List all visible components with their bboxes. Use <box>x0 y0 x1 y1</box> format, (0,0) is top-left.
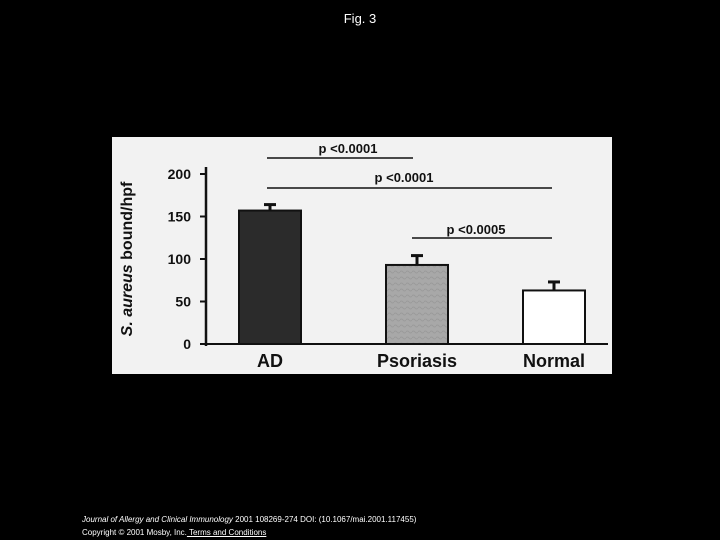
citation <box>82 513 416 539</box>
y-axis-label <box>119 181 136 336</box>
citation-line-1 <box>82 513 416 526</box>
significance-label: p <0.0001 <box>318 141 378 156</box>
citation-details: 2001 108269-274 DOI: (10.1067/mai.2001.117455) <box>232 515 417 524</box>
x-tick-label: AD <box>257 351 283 371</box>
y-tick-label: 100 <box>167 251 191 267</box>
y-tick-label: 0 <box>183 336 191 352</box>
bar-ad <box>239 211 301 344</box>
terms-and-conditions-link[interactable]: Terms and Conditions <box>186 528 267 537</box>
copyright-text: Copyright © 2001 Mosby, Inc. <box>82 528 187 537</box>
significance-label: p <0.0005 <box>446 222 506 237</box>
x-tick-label: Psoriasis <box>376 351 458 371</box>
journal-name: Journal of Allergy and Clinical Immunology <box>82 515 233 524</box>
bar-normal <box>523 290 585 344</box>
bar-psoriasis <box>386 265 448 344</box>
y-axis-label-italic: S. aureus <box>119 264 136 337</box>
bar-chart <box>112 137 612 374</box>
significance-label: p <0.0001 <box>374 170 434 185</box>
chart-panel <box>112 137 612 374</box>
y-tick-label: 50 <box>175 293 191 310</box>
x-tick-label: Normal <box>522 351 586 371</box>
citation-line-2 <box>82 526 416 539</box>
y-tick-label: 200 <box>167 166 191 182</box>
y-axis-label-rest: bound/hpf <box>119 181 136 265</box>
figure-title: Fig. 3 <box>343 11 377 26</box>
y-tick-label: 150 <box>167 208 191 225</box>
